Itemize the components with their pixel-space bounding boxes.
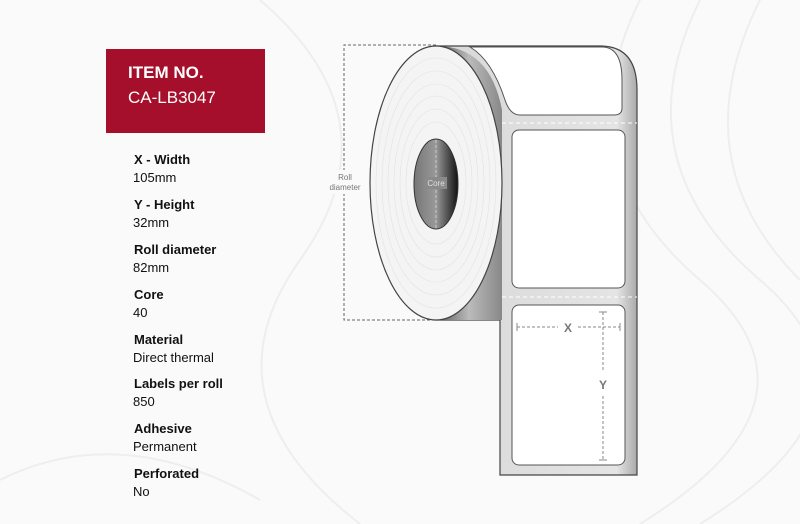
spec-label: Y - Height <box>134 197 195 212</box>
item-number: CA-LB3047 <box>128 88 216 107</box>
spec-value: 40 <box>133 305 148 320</box>
item-title: ITEM NO. <box>128 63 204 82</box>
spec-label: Core <box>134 287 164 302</box>
spec-label: Roll diameter <box>134 242 217 257</box>
y-dimension-label: Y <box>598 378 608 392</box>
core-label: Core <box>427 179 445 188</box>
spec-value: Permanent <box>133 439 197 454</box>
spec-value: 105mm <box>133 170 177 185</box>
spec-label: Material <box>134 332 184 347</box>
spec-value: Direct thermal <box>133 350 214 365</box>
roll-diameter-label-1: Roll <box>338 173 352 182</box>
spec-value: 82mm <box>133 260 170 275</box>
spec-value: 850 <box>133 394 155 409</box>
spec-label: Labels per roll <box>134 376 223 391</box>
spec-label: X - Width <box>134 152 191 167</box>
label-middle <box>512 130 625 288</box>
spec-label: Perforated <box>134 466 200 481</box>
spec-value: No <box>133 484 150 499</box>
x-dimension-label: X <box>563 321 573 335</box>
roll-diameter-label-2: diameter <box>329 183 361 192</box>
spec-value: 32mm <box>133 215 170 230</box>
spec-label: Adhesive <box>134 421 192 436</box>
